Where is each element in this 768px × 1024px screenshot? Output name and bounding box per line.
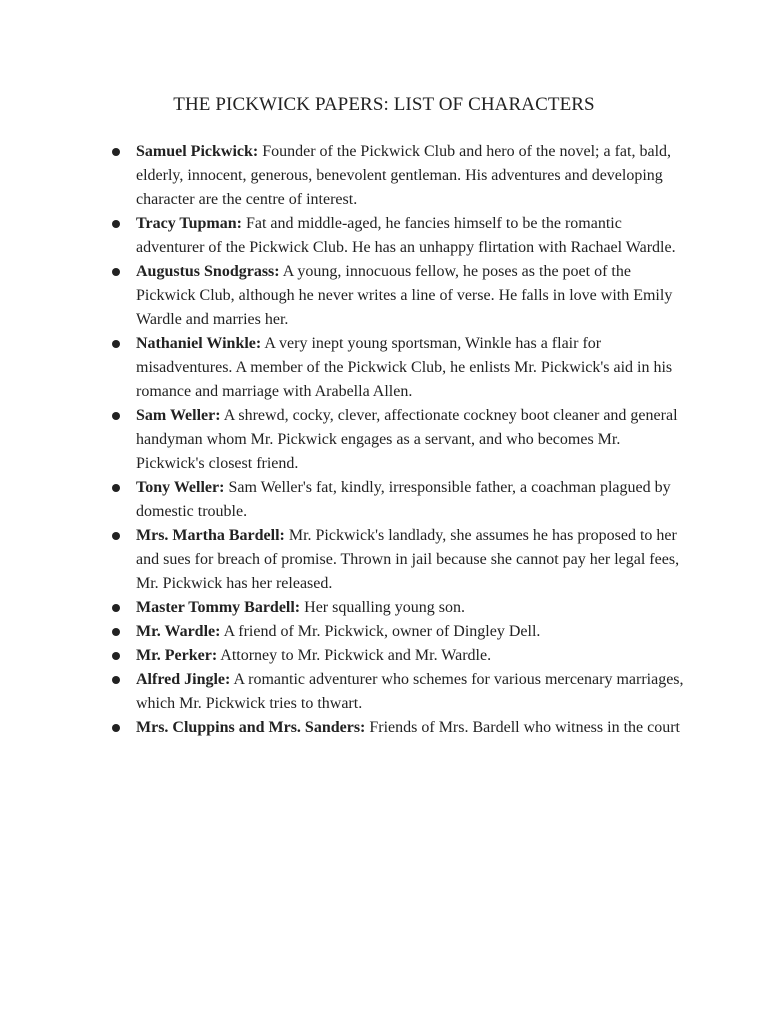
- bullet-icon: [112, 412, 120, 420]
- character-name: Mr. Perker:: [136, 647, 218, 664]
- character-description: Friends of Mrs. Bardell who witness in the court: [369, 719, 680, 736]
- list-item: [136, 404, 684, 476]
- character-name: Master Tommy Bardell:: [136, 599, 301, 616]
- character-name: Augustus Snodgrass:: [136, 263, 280, 280]
- character-name: Tracy Tupman:: [136, 215, 242, 232]
- character-name: Mr. Wardle:: [136, 623, 221, 640]
- bullet-icon: [112, 652, 120, 660]
- list-item: [136, 668, 684, 716]
- character-name: Nathaniel Winkle:: [136, 335, 262, 352]
- bullet-icon: [112, 148, 120, 156]
- list-item: [136, 212, 684, 260]
- list-item: [136, 644, 684, 668]
- character-description: Fat and middle-aged, he fancies himself to be the romantic adventurer of the Pickwick Club. He has an unhappy flirtation with Rachael Wardle.: [136, 215, 676, 256]
- character-description: Attorney to Mr. Pickwick and Mr. Wardle.: [220, 647, 492, 664]
- bullet-icon: [112, 628, 120, 636]
- character-description: Founder of the Pickwick Club and hero of the novel; a fat, bald, elderly, innocent, generous, benevolent gentleman. His adventures and developing character are the centre of interest.: [136, 143, 672, 208]
- list-item: [136, 524, 684, 596]
- character-name: Alfred Jingle:: [136, 671, 231, 688]
- list-item: [136, 140, 684, 212]
- bullet-icon: [112, 532, 120, 540]
- document-title: THE PICKWICK PAPERS: LIST OF CHARACTERS: [173, 94, 595, 115]
- bullet-icon: [112, 484, 120, 492]
- character-description: Sam Weller's fat, kindly, irresponsible father, a coachman plagued by domestic trouble.: [136, 479, 671, 520]
- bullet-icon: [112, 604, 120, 612]
- character-description: Her squalling young son.: [304, 599, 466, 616]
- bullet-icon: [112, 340, 120, 348]
- character-name: Tony Weller:: [136, 479, 225, 496]
- list-item: [136, 620, 684, 644]
- bullet-icon: [112, 676, 120, 684]
- character-description: A friend of Mr. Pickwick, owner of Dingley Dell.: [223, 623, 541, 640]
- character-name: Mrs. Cluppins and Mrs. Sanders:: [136, 719, 366, 736]
- character-description: A romantic adventurer who schemes for various mercenary marriages, which Mr. Pickwick tries to thwart.: [136, 671, 684, 712]
- character-list: [136, 140, 684, 740]
- character-description: A very inept young sportsman, Winkle has a flair for misadventures. A member of the Pickwick Club, he enlists Mr. Pickwick's aid in his romance and marriage with Arabella Allen.: [136, 335, 673, 400]
- character-name: Samuel Pickwick:: [136, 143, 259, 160]
- character-description: Mr. Pickwick's landlady, she assumes he has proposed to her and sues for breach of promise. Thrown in jail because she cannot pay her legal fees, Mr. Pickwick has her released.: [136, 527, 680, 592]
- bullet-icon: [112, 724, 120, 732]
- character-name: Mrs. Martha Bardell:: [136, 527, 285, 544]
- list-item: [136, 260, 684, 332]
- character-name: Sam Weller:: [136, 407, 221, 424]
- list-item: [136, 596, 684, 620]
- list-item: [136, 716, 684, 740]
- character-description: A young, innocuous fellow, he poses as the poet of the Pickwick Club, although he never writes a line of verse. He falls in love with Emily Wardle and marries her.: [136, 263, 673, 328]
- bullet-icon: [112, 268, 120, 276]
- bullet-icon: [112, 220, 120, 228]
- character-description: A shrewd, cocky, clever, affectionate cockney boot cleaner and general handyman whom Mr. Pickwick engages as a servant, and who becomes Mr. Pickwick's closest friend.: [136, 407, 678, 472]
- list-item: [136, 332, 684, 404]
- list-item: [136, 476, 684, 524]
